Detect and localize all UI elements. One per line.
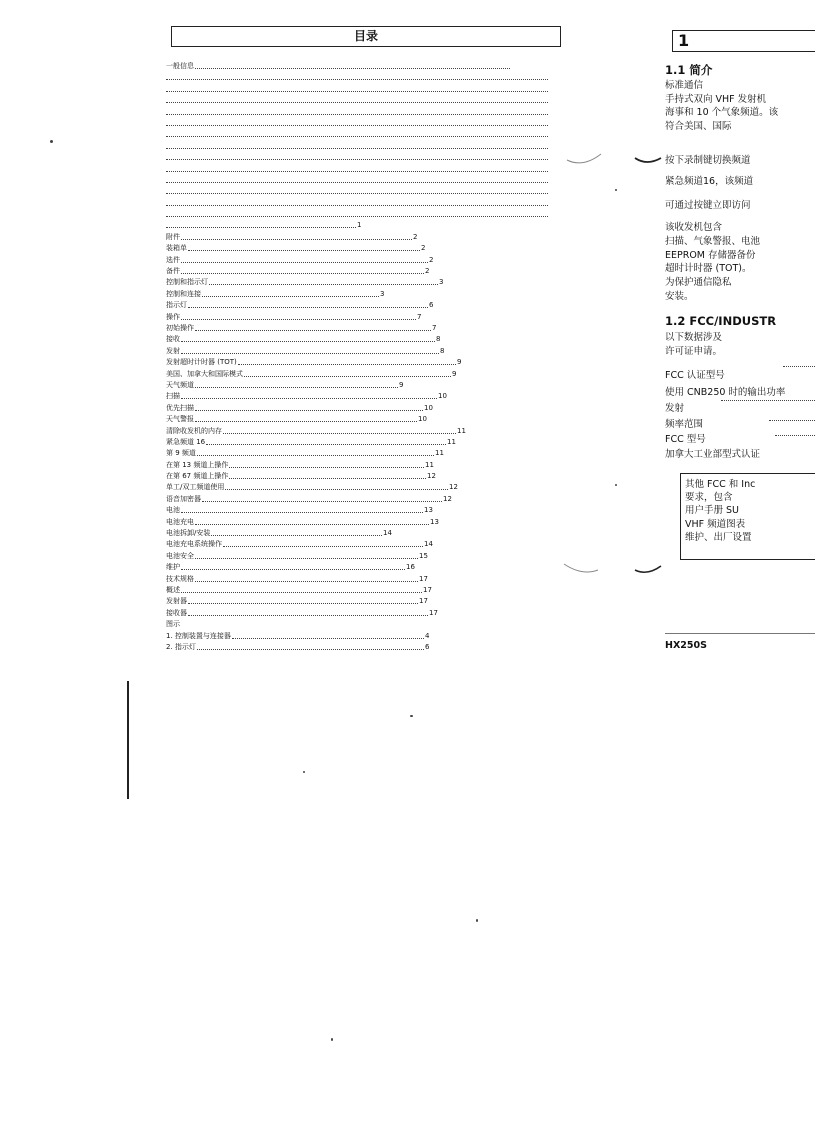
toc-dot-leader [166,102,548,103]
toc-entry-title: 电池充电系统操作 [166,540,222,549]
intro-heading: 1.1 简介 [665,63,713,77]
fcc-dot-leader [775,435,815,436]
fcc-intro [665,331,722,358]
toc-page-number: 9 [457,358,462,367]
toc-dot-leader [197,649,424,650]
toc-page-number: 3 [380,289,385,298]
toc-dot-leader [166,159,548,160]
toc-dot-leader [229,478,426,479]
toc-entry [166,277,556,288]
toc-entry [166,95,556,106]
toc-entry [166,72,556,83]
toc-entry [166,369,556,380]
toc-page-number: 12 [449,483,458,492]
toc-dot-leader [202,296,379,297]
toc-page-number: 1 [357,221,362,230]
toc-entry [166,334,556,345]
toc-entry [166,232,556,243]
toc-entry [166,585,556,596]
record-paragraph: 按下录制键切换频道 [665,155,751,166]
toc-entry [166,471,556,482]
toc-dot-leader [229,467,424,468]
toc-page-number: 12 [443,494,452,503]
features-line: 该收发机包含 [665,222,723,233]
access-paragraph: 可通过按键立即访问 [665,200,751,211]
toc-entry [166,631,556,642]
scan-speck [615,189,617,191]
toc-dot-leader [166,136,548,137]
toc-dot-leader [232,638,424,639]
toc-entry-title: 一般信息 [166,62,194,70]
toc-page-number: 10 [424,403,433,412]
toc-dot-leader [181,592,422,593]
toc-page-number: 2 [421,244,426,253]
toc-page-number: 6 [425,642,430,651]
emergency-paragraph: 紧急频道16，该频道 [665,176,754,187]
intro-paragraph [665,79,778,133]
toc-entry [166,551,556,562]
toc-page-number: 7 [432,323,437,332]
toc-dot-leader [181,353,439,354]
toc-entry-title: 天气频道 [166,380,194,389]
toc-dot-leader [188,615,428,616]
toc-page-number: 10 [418,415,427,424]
scan-curve-mark [633,152,663,168]
toc-dot-leader [195,524,429,525]
toc-entry [166,574,556,585]
intro-line: 手持式双向 VHF 发射机 [665,93,767,105]
toc-entry-title: 电池安全 [166,551,194,560]
toc-page-number: 2 [413,232,418,241]
toc-entry [166,437,556,448]
toc-entry [166,505,556,516]
toc-entry-title: 电池 [166,506,180,515]
toc-entry-title: 2. 指示灯 [166,642,196,651]
toc-entry-title: 第 9 频道 [166,449,196,458]
toc-entry-title: 指示灯 [166,301,187,310]
fcc-row-frequency: 频率范围 [665,419,704,430]
toc-entry [166,608,556,619]
toc-dot-leader [211,535,382,536]
toc-entry [166,152,556,163]
toc-entry [166,255,556,266]
toc-title: 目录 [171,26,561,47]
toc-entry [166,209,556,220]
toc-dot-leader [181,569,405,570]
toc-entry-title: 电池拆卸/安装 [166,529,211,538]
toc-page-number: 3 [439,278,444,287]
toc-dot-leader [181,262,428,263]
features-line: 扫描、气象警报、电池 [665,235,761,247]
toc-entry-title: 维护 [166,563,180,572]
toc-dot-leader [166,171,548,172]
toc-entry [166,357,556,368]
toc-entry-title: 清除收发机的内存 [166,426,222,435]
toc-entry-title: 概述 [166,585,180,594]
toc-entry [166,460,556,471]
toc-dot-leader [209,284,438,285]
fcc-intro-line: 以下数据涉及 [665,332,723,343]
toc-dot-leader [195,410,423,411]
scan-speck [410,715,413,717]
fcc-row-transmit: 发射 [665,403,685,414]
toc-page-number: 17 [429,608,438,617]
toc-page-number: 17 [419,597,428,606]
scan-speck [50,140,53,143]
toc-entry [166,562,556,573]
toc-page-number: 10 [438,392,447,401]
toc-dot-leader [188,603,418,604]
toc-entry [166,391,556,402]
toc-dot-leader [195,558,418,559]
toc-entry [166,596,556,607]
toc-dot-leader [195,68,510,69]
toc-dot-leader [195,387,398,388]
toc-entry [166,482,556,493]
toc-entry-title: 控制和指示灯 [166,278,208,287]
toc-dot-leader [166,182,548,183]
footer-rule [665,633,815,634]
fcc-dot-leader [721,400,815,401]
toc-dot-leader [223,433,456,434]
features-line: 超时计时器 (TOT)。 [665,263,752,275]
intro-line: 标准通信 [665,80,704,91]
toc-entry [166,539,556,550]
scan-curve-mark [633,562,663,578]
toc-entry-title: 附件 [166,232,180,241]
toc-page-number: 12 [427,472,436,481]
toc-entry-title: 选件 [166,255,180,264]
toc-entry-title: 装箱单 [166,244,187,253]
toc-page-number: 13 [424,506,433,515]
toc-entry [166,118,556,129]
toc-dot-leader [195,581,418,582]
toc-page-number: 16 [406,563,415,572]
toc-entry [166,220,556,231]
toc-page-number: 8 [440,346,445,355]
toc-entry-title: 1. 控制装置与连接器 [166,631,231,640]
toc-dot-leader [238,364,456,365]
toc-page-number: 11 [447,437,456,446]
toc-entry [166,186,556,197]
toc-entry-title: 图示 [166,620,180,629]
toc-entry [166,323,556,334]
toc-page-number: 14 [424,540,433,549]
toc-dot-leader [166,148,548,149]
toc-dot-leader [181,239,412,240]
toc-entry-title: 发射超时计时器 (TOT) [166,358,237,367]
toc-entry-title: 接收 [166,335,180,344]
features-line: EEPROM 存储器备份 [665,249,756,261]
toc-list [166,61,556,653]
footer-model: HX250S [665,640,707,651]
toc-entry [166,198,556,209]
toc-page-number: 6 [429,301,434,310]
toc-entry [166,517,556,528]
toc-entry [166,642,556,653]
toc-page-number: 7 [417,312,422,321]
toc-entry [166,528,556,539]
toc-entry [166,289,556,300]
toc-dot-leader [197,455,434,456]
toc-dot-leader [181,273,424,274]
note-line: 用户手册 SU [685,505,740,517]
toc-dot-leader [188,307,428,308]
toc-dot-leader [181,341,435,342]
intro-line: 海事和 10 个气象频道。该 [665,107,779,119]
toc-entry [166,164,556,175]
note-line: 要求，包含 [685,492,733,504]
scan-speck [303,771,305,773]
toc-dot-leader [181,398,437,399]
toc-entry-title: 电池充电 [166,517,194,526]
toc-entry [166,312,556,323]
toc-entry [166,175,556,186]
toc-entry-title: 紧急频道 16 [166,437,206,446]
toc-entry-title: 单工/双工频道使用 [166,483,225,492]
toc-entry [166,107,556,118]
toc-dot-leader [244,376,451,377]
toc-dot-leader [223,546,423,547]
toc-dot-leader [166,193,548,194]
fcc-row-power: 使用 CNB250 时的输出功率 [665,387,786,398]
toc-dot-leader [166,91,548,92]
fcc-row-cert: FCC 认证型号 [665,370,725,381]
toc-entry [166,619,556,630]
toc-entry [166,414,556,425]
toc-dot-leader [195,421,417,422]
toc-entry [166,300,556,311]
toc-entry-title: 美国、加拿大和国际模式 [166,369,243,378]
toc-page-number: 9 [452,369,457,378]
toc-entry [166,266,556,277]
toc-dot-leader [188,250,420,251]
fcc-dot-leader [769,420,815,421]
features-line: 为保护通信隐私 [665,277,732,289]
chapter-number: 1 [672,30,815,52]
toc-dot-leader [166,125,548,126]
toc-entry-title: 操作 [166,312,180,321]
toc-dot-leader [166,114,548,115]
toc-page-number: 2 [425,267,430,276]
fcc-row-canada: 加拿大工业部型式认证 [665,449,761,460]
toc-dot-leader [166,216,548,217]
toc-page-number: 17 [423,585,432,594]
toc-entry [166,494,556,505]
toc-entry-title: 天气警报 [166,415,194,424]
scan-curve-mark [562,560,602,580]
toc-entry-title: 扫描 [166,392,180,401]
toc-entry-title: 备件 [166,267,180,276]
toc-dot-leader [181,319,416,320]
toc-entry-title: 优先扫描 [166,403,194,412]
toc-page-number: 11 [457,426,466,435]
scan-speck [331,1038,333,1041]
toc-page-number: 13 [430,517,439,526]
toc-dot-leader [166,227,356,228]
toc-page-number: 14 [383,529,392,538]
toc-entry-title: 在第 13 频道上操作 [166,460,229,469]
toc-entry [166,380,556,391]
fcc-heading: 1.2 FCC/INDUSTR [665,314,777,328]
toc-dot-leader [225,489,448,490]
toc-entry [166,243,556,254]
note-box [680,473,815,560]
toc-entry-title: 接收器 [166,608,187,617]
toc-entry [166,346,556,357]
scan-speck [476,919,478,922]
fcc-row-model: FCC 型号 [665,434,706,445]
note-line: 其他 FCC 和 Inc [685,479,756,490]
toc-entry [166,141,556,152]
toc-dot-leader [206,444,446,445]
toc-entry-title: 初始操作 [166,323,194,332]
toc-dot-leader [166,79,548,80]
features-line: 安装。 [665,290,694,302]
toc-entry-title: 在第 67 频道上操作 [166,472,229,481]
fcc-intro-line: 许可证申请。 [665,345,723,357]
scan-speck [615,484,617,486]
toc-page-number: 11 [435,449,444,458]
toc-page-number: 9 [399,380,404,389]
toc-page-number: 2 [429,255,434,264]
toc-entry-title: 发射器 [166,597,187,606]
note-line: VHF 频道图表 [685,518,746,530]
note-line: 维护、出厂设置 [685,531,752,543]
scan-curve-mark [565,148,605,168]
toc-entry [166,129,556,140]
toc-entry [166,84,556,95]
toc-page-number: 15 [419,551,428,560]
toc-dot-leader [181,512,423,513]
toc-dot-leader [202,501,442,502]
toc-entry-title: 语音加密器 [166,494,201,503]
toc-page-number: 8 [436,335,441,344]
toc-entry-title: 控制和连接 [166,289,201,298]
toc-page-number: 17 [419,574,428,583]
toc-entry-title: 技术规格 [166,574,194,583]
features-paragraph [665,221,760,304]
intro-line: 符合美国、国际 [665,120,732,132]
toc-entry [166,448,556,459]
binding-edge-line [127,681,129,799]
toc-dot-leader [166,205,548,206]
fcc-dot-leader [783,366,815,367]
toc-page-number: 4 [425,631,430,640]
toc-entry-title: 发射 [166,346,180,355]
toc-entry [166,403,556,414]
toc-page-number: 11 [425,460,434,469]
toc-entry [166,61,556,72]
toc-dot-leader [195,330,431,331]
toc-entry [166,426,556,437]
